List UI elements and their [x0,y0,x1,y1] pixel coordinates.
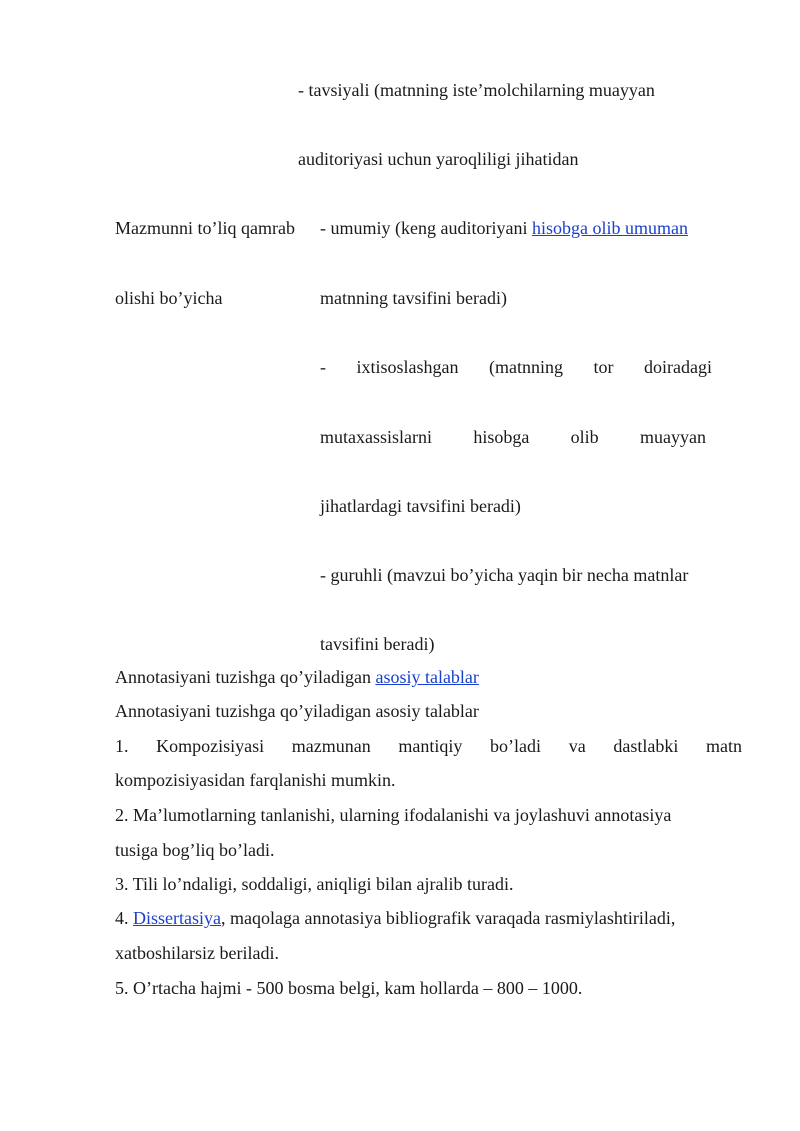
item-2-line-1: 2. Ma’lumotlarning tanlanishi, ularning ifodalanishi va joylashuvi annotasiya [115,805,672,825]
umumiy-line-1 [320,217,688,239]
item1-word: va [568,736,586,756]
mutax-word: hisobga [473,427,530,447]
item1-word: Kompozisiyasi [156,736,265,756]
heading-repeat: Annotasiyani tuzishga qo’yiladigan asosiy talablar [115,701,479,721]
ixtisos-word: - [320,357,326,377]
umumiy-prefix: - umumiy (keng auditoriyani [320,218,532,238]
item-2-line-2: tusiga bog’liq bo’ladi. [115,840,275,860]
heading-with-link [115,666,479,688]
item1-word: mazmunan [291,736,371,756]
mutax-word: olib [570,427,599,447]
ixtisos-line-3: jihatlardagi tavsifini beradi) [320,496,521,516]
item-5: 5. O’rtacha hajmi - 500 bosma belgi, kam hollarda – 800 – 1000. [115,978,583,998]
ixtisos-word: doiradagi [644,357,712,377]
item1-word: mantiqiy [398,736,463,756]
item1-word: matn [705,736,742,756]
item-1-line-2: kompozisiyasidan farqlanishi mumkin. [115,770,396,790]
umumiy-line-2: matnning tavsifini beradi) [320,288,507,308]
ixtisos-word: (matnning [489,357,563,377]
item-4-line-2: xatboshilarsiz beriladi. [115,943,279,963]
guruhli-line-2: tavsifini beradi) [320,634,435,654]
item4-prefix: 4. [115,908,133,928]
ixtisos-word: ixtisoslashgan [356,357,459,377]
tavsiyali-line-1: - tavsiyali (matnning iste’molchilarning muayyan [298,80,655,100]
heading-prefix: Annotasiyani tuzishga qo’yiladigan [115,667,376,687]
item4-rest: , maqolaga annotasiya bibliografik varaqada rasmiylashtiriladi, [220,908,676,928]
item1-word: bo’ladi [490,736,542,756]
item-3: 3. Tili lo’ndaligi, soddaligi, aniqligi bilan ajralib turadi. [115,874,514,894]
ixtisos-line-2 [320,426,706,448]
item-1-line-1 [115,735,742,757]
hisobga-olib-link[interactable]: hisobga olib umuman [531,218,688,238]
asosiy-talablar-link[interactable]: asosiy talablar [375,667,479,687]
mutax-word: mutaxassislarni [320,427,432,447]
ixtisos-line-1 [320,356,712,378]
item-4-line-1 [115,907,675,929]
left-cell-line-1: Mazmunni to’liq qamrab [115,218,295,238]
ixtisos-word: tor [593,357,614,377]
guruhli-line-1: - guruhli (mavzui bo’yicha yaqin bir necha matnlar [320,565,689,585]
dissertasiya-link[interactable]: Dissertasiya [133,908,221,928]
item1-word: dastlabki [613,736,679,756]
tavsiyali-line-2: auditoriyasi uchun yaroqliligi jihatidan [298,149,579,169]
left-cell-line-2: olishi bo’yicha [115,288,223,308]
mutax-word: muayyan [639,427,706,447]
item1-word: 1. [115,736,129,756]
